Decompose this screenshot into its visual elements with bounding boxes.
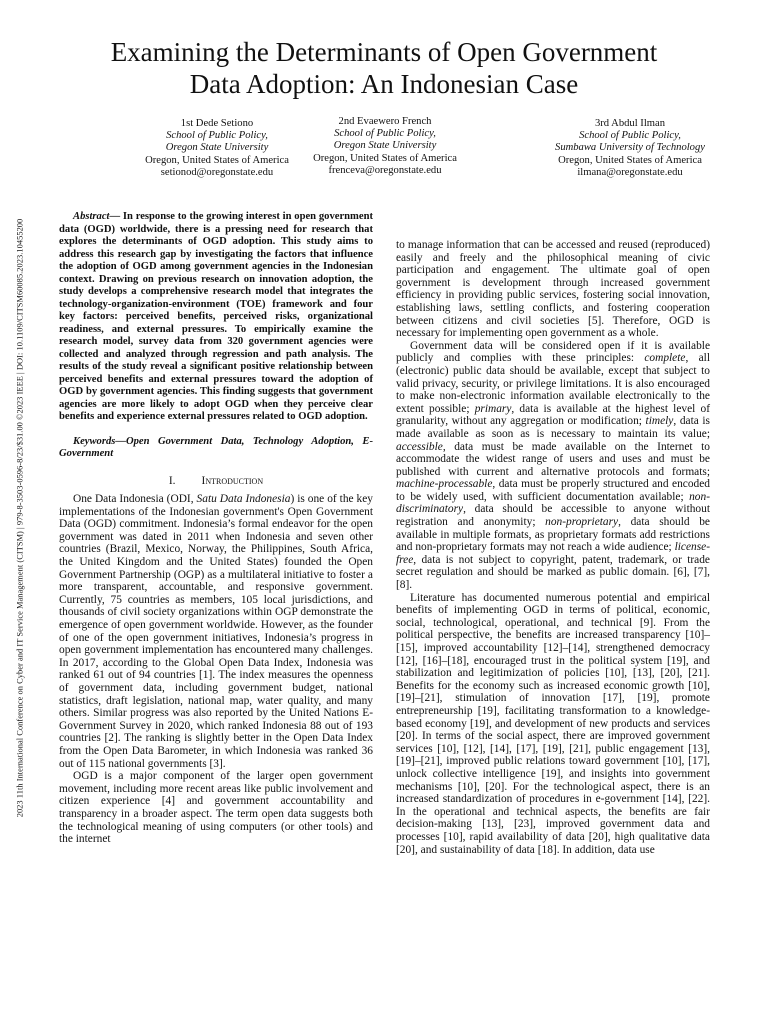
author-name: 3rd Abdul Ilman	[594, 118, 666, 129]
text-run: , data is available at the highest level of granularity, without any aggregation or modification;	[396, 402, 710, 428]
author-location: Oregon, United States of America	[145, 154, 289, 166]
text-run: One Data Indonesia (ODI,	[73, 493, 197, 506]
section-title: Introduction	[201, 474, 264, 487]
paper-title-line-2: Data Adoption: An Indonesian Case	[189, 69, 579, 99]
italic-text-run: timely	[645, 415, 674, 428]
italic-text-run: Satu Data Indonesia	[196, 493, 291, 506]
text-run: , data should be available in multiple formats, as proprietary formats add restrictions and non-proprietary formats may not reach a wide audience;	[396, 516, 710, 554]
author-email: ilmana@oregonstate.edu	[577, 166, 683, 178]
text-run: , data must be made available on the Internet to accommodate the widest range of users and uses and must be published with current and alternative protocols and formats;	[396, 440, 710, 478]
author-location: Oregon, United States of America	[313, 152, 457, 164]
text-run: , data is made available as soon as is necessary to maintain its value;	[396, 415, 710, 440]
text-run: , data should be accessible to anyone without registration and anonymity;	[396, 503, 710, 529]
intro-paragraph-3	[396, 340, 710, 592]
text-run: , data must be properly structured and encoded to be widely used, with sufficient documentation available;	[396, 478, 710, 503]
author-organization: Sumbawa University of Technology	[555, 142, 705, 154]
italic-text-run: accessible	[396, 440, 443, 453]
section-heading-introduction	[59, 475, 373, 488]
italic-text-run: license-free	[396, 541, 710, 566]
doi-sidebar	[13, 170, 27, 866]
intro-paragraph-2: OGD is a major component of the larger open government movement, including more recent areas like public involvement and citizen experience [4] and government accountability and transparency in a broader aspect. The term open data suggests both the technological meaning of using computers (or other tools) and the internet	[59, 770, 373, 846]
author-name: 1st Dede Setiono	[180, 118, 254, 129]
intro-paragraph-2-continued: to manage information that can be accessed and reused (reproduced) easily and freely and the philosophical meaning of civic participation and engagement. The ultimate goal of open government is development through increased government efficiency in providing public services, fostering social innovation, establishing laws, settling conflicts, and fostering cooperation between citizens and civil societies [5]. Therefore, OGD is necessary for implementing open government as a whole.	[396, 239, 710, 340]
text-run: Government data will be considered open if it is available publicly and complies with these principles:	[396, 339, 710, 365]
text-run: ) is one of the key implementations of the Indonesian government's Open Government Data (OGD) commitment. Indonesia’s formal endeavor for the open government was dated in 2011 when Indonesia and seven other countries (Brazil, Mexico, Norway, the Philippines, South Africa, the United Kingdom and the United States) founded the Open Government Partnership (OGP) as a multilateral initiative to foster a more transparent, accountable, and responsive government. Currently, 75 countries as members, 105 local jurisdictions, and thousands of civil society organizations within OGP demonstrate the emergence of open government worldwide. However, as the founder of one of the open government initiatives, Indonesia’s progress in open government implementation has encountered many challenges. In 2017, according to the Global Open Data Index, Indonesia was ranked 61 out of 94 countries [1]. The index measures the openness of government data, including government budget, national statistics, draft legislation, national map, water quality, and many others. Similar progress was also reported by the United Nations E-Government Survey in 2020, which ranked Indonesia 88 out of 193 countries [2]. The ranking is slightly better in the Open Data Index from the Open Data Barometer, in which Indonesia was ranked 36 out of 115 national governments [3].	[59, 493, 373, 770]
abstract	[59, 211, 373, 424]
right-column	[396, 239, 710, 856]
author-organization: Oregon State University	[165, 142, 269, 154]
author-department: School of Public Policy,	[334, 128, 436, 140]
section-number: I.	[168, 474, 176, 487]
text-run: , data is not subject to copyright, patent, trademark, or trade secret regulation and should be marked as public domain. [6], [7],[8].	[396, 553, 710, 592]
text-run: , all (electronic) public data should be available, except that subject to valid privacy, security, or privilege limitations. It is also encouraged to make non-electronic information available electronically to the extent possible;	[396, 352, 710, 415]
left-column	[59, 211, 373, 846]
italic-text-run: complete	[644, 352, 686, 365]
italic-text-run: machine-processable	[396, 478, 493, 491]
author-organization: Oregon State University	[333, 140, 437, 152]
intro-paragraph-4: Literature has documented numerous potential and empirical benefits of implementing OGD in terms of political, economic, social, technological, operational, and technical [9]. From the political perspective, the benefits are increased transparency [10]–[15], improved accountability [12]–[14], strengthened democracy [12], [16]–[18], encouraged trust in the political system [19], and stabilization and legitimization of policies [10], [13], [20], [21]. Benefits for the economy such as increased economic growth [10], [19]–[21], stimulation of innovation [17], [19], promote entrepreneurship [19], facilitating transformation to a knowledge-based economy [19], and development of new products and services [20]. In terms of the social aspect, there are improved government services [10], [12], [14], [17], [19], [21], public engagement [13], [19]–[21], improved public relations toward government [10], [17], unlock collective intelligence [19], and insights into government mechanisms [10], [20]. For the technological aspect, there is an increased standardization of procedures in e-government [14], [22]. In the operational and technical aspects, the benefits are fair decision-making [13], [23], improved government data and processes [10], rapid availability of data [20], high qualitative data [20], and sustainability of data [18]. In addition, data use	[396, 591, 710, 856]
italic-text-run: non-proprietary	[545, 516, 619, 529]
italic-text-run: non-discriminatory	[396, 490, 710, 516]
author-email: setionod@oregonstate.edu	[160, 166, 274, 178]
author-location: Oregon, United States of America	[558, 154, 702, 166]
author-department: School of Public Policy,	[166, 130, 268, 142]
paper-title-line-1: Examining the Determinants of Open Government	[110, 37, 658, 67]
abstract-label: Abstract	[73, 211, 110, 222]
author-block-3	[525, 118, 735, 179]
paper-title	[40, 36, 728, 100]
intro-paragraph-1	[59, 493, 373, 770]
abstract-text: — In response to the growing interest in open government data (OGD) worldwide, there is a pressing need for research that explores the determinants of OGD adoption. This study aims to address this research gap by investigating the factors that influence the adoption of OGD among government agencies in the Indonesian context. Drawing on previous research on innovation adoption, the study develops a comprehensive research model that integrates the technology-organization-environment (TOE) framework and four key factors: perceived benefits, perceived risks, organizational readiness, and external pressures. To empirically examine the research model, survey data from 320 government agencies were collected and analyzed through regression and path analysis. The results of the study reveal a significant positive relationship between perceived benefits and external pressures toward the adoption of OGD by government agencies. This finding suggests that government agencies are more likely to adopt OGD when they perceive clear benefits and experience external pressures related to OGD adoption.	[59, 211, 373, 422]
author-block-2	[280, 116, 490, 177]
author-name: 2nd Evaewero French	[338, 116, 432, 127]
italic-text-run: primary	[474, 402, 512, 415]
keywords: Keywords—Open Government Data, Technology Adoption, E-Government	[59, 435, 373, 459]
author-department: School of Public Policy,	[579, 130, 681, 142]
author-email: frenceva@oregonstate.edu	[328, 164, 442, 176]
doi-sidebar-text: 2023 11th International Conference on Cyber and IT Service Management (CITSM) | 979-8-3503-0596-8/23/$31.00 ©2023 IEEE | DOI: 10.1109/CITSM60085.2023.10455200	[15, 218, 25, 818]
